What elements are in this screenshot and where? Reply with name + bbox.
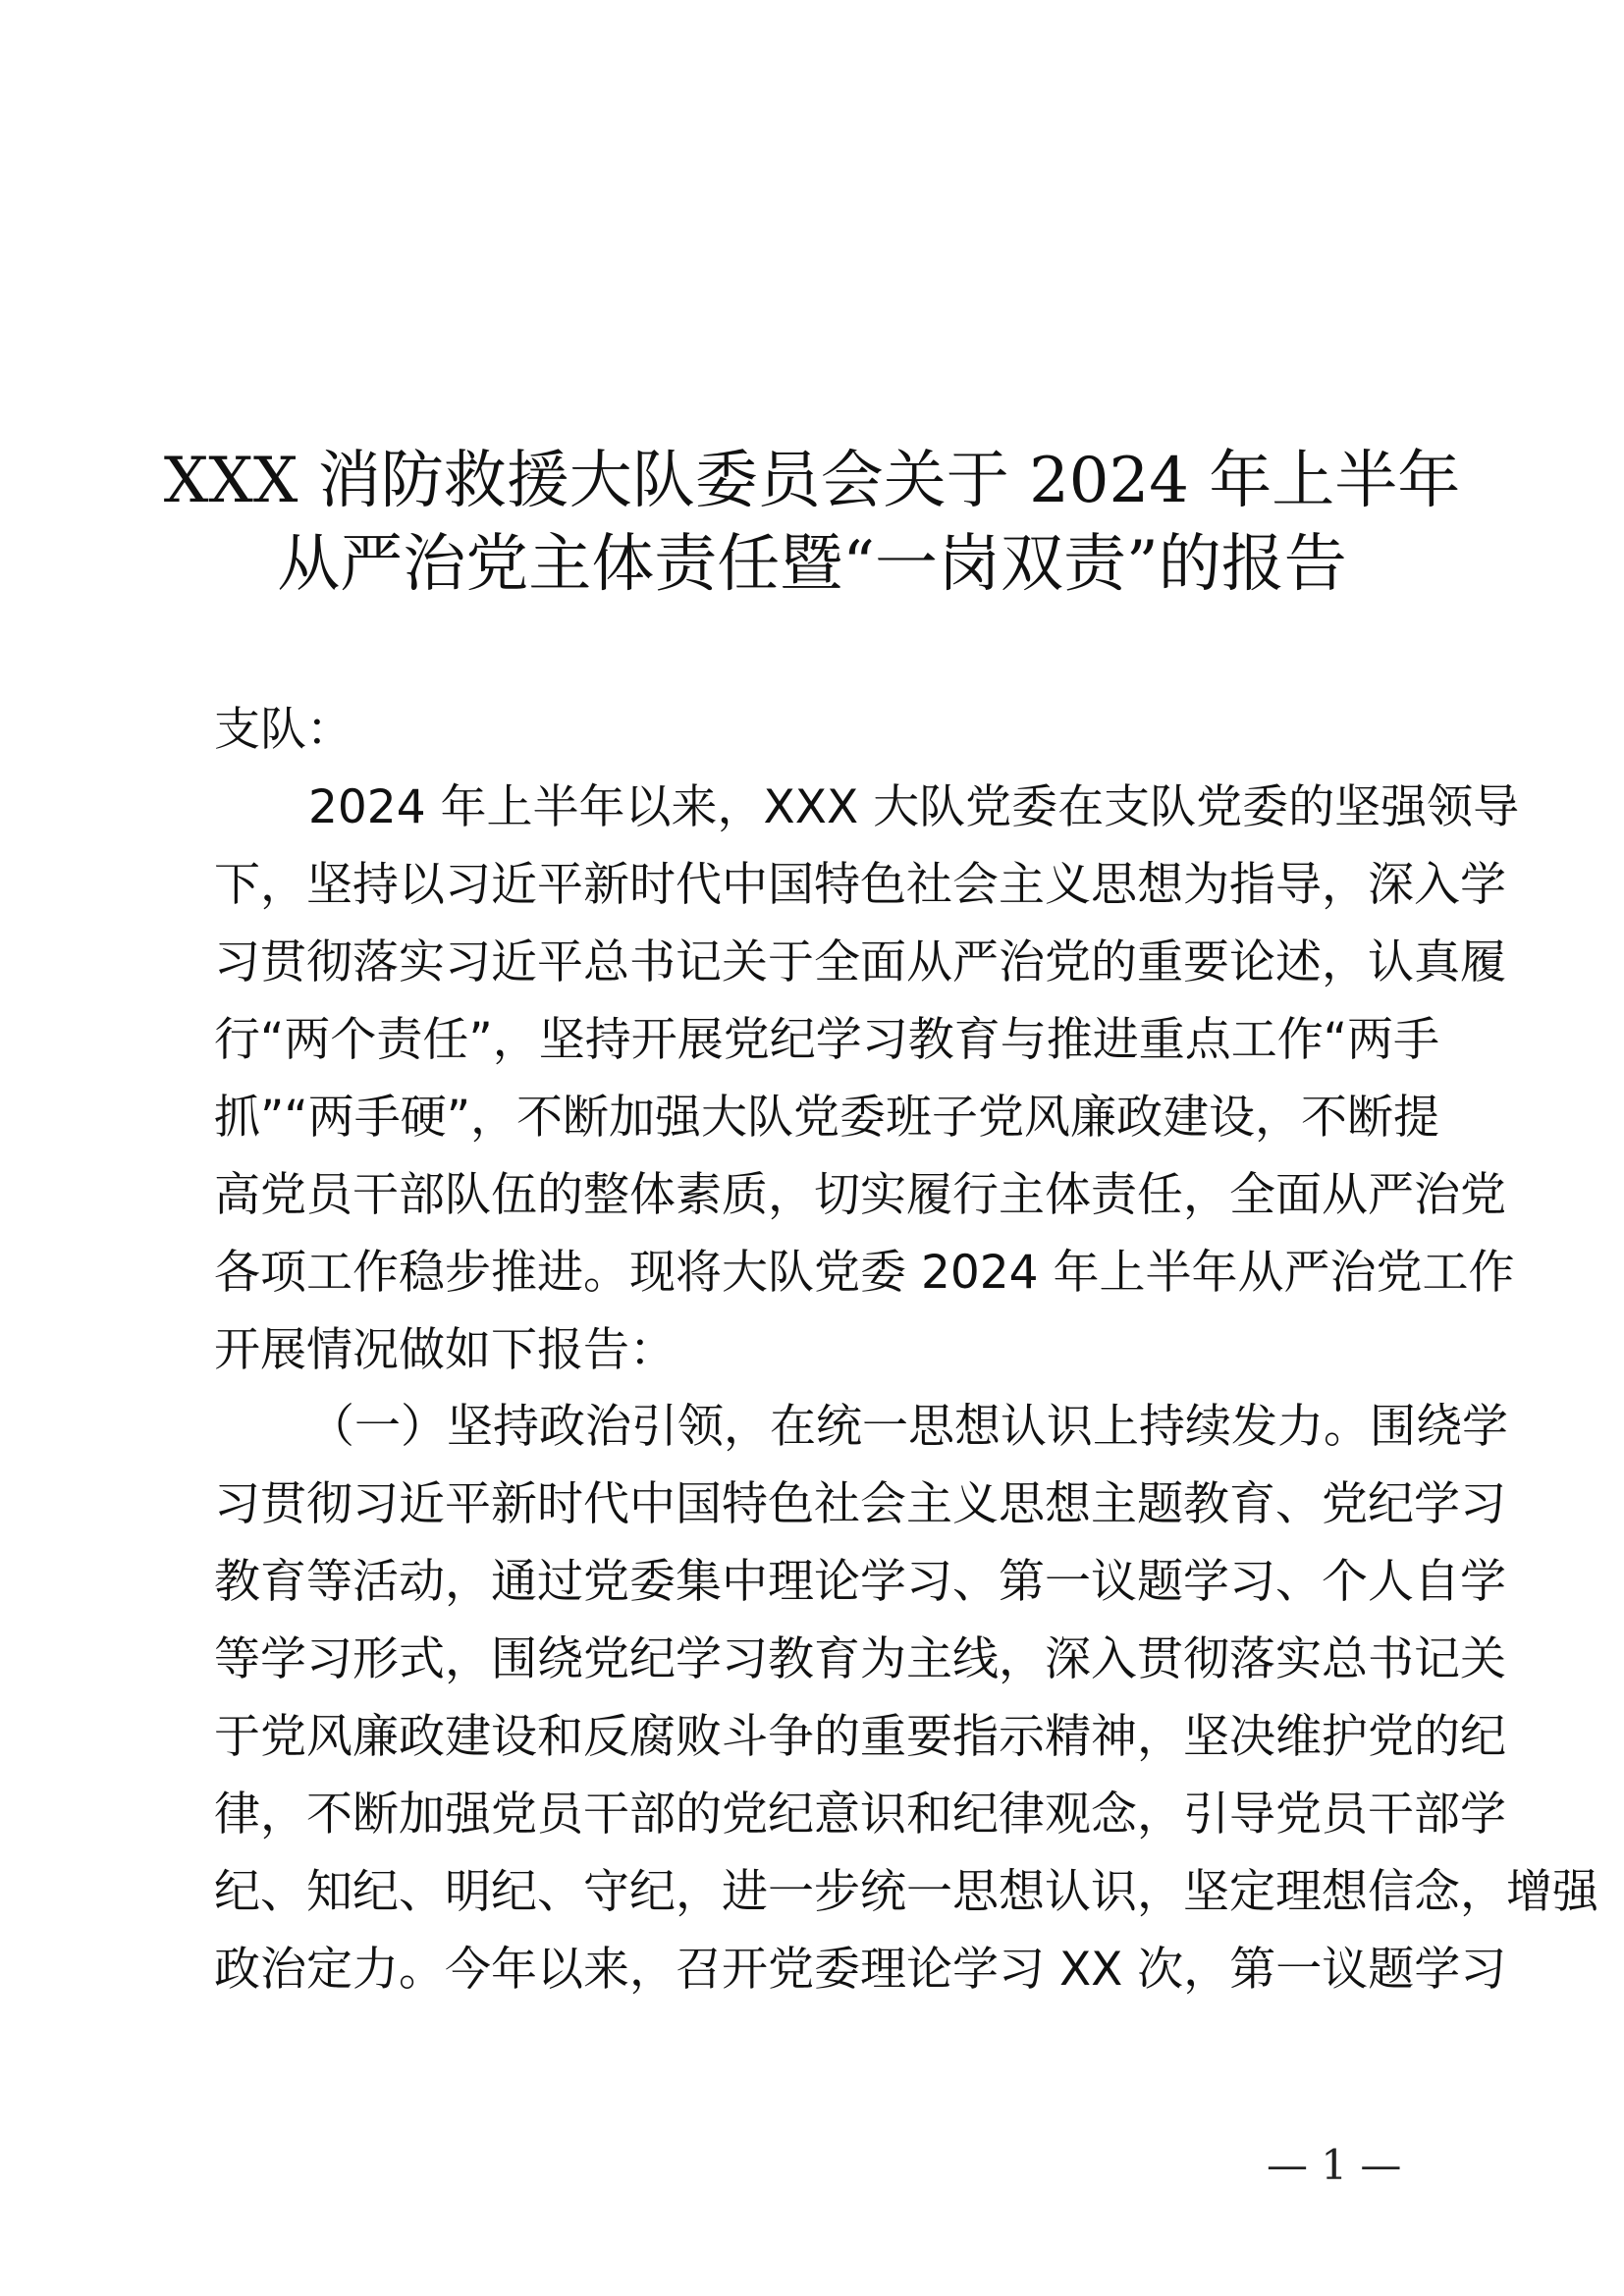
paragraph-line: 各项工作稳步推进。现将大队党委 2024 年上半年从严治党工作 — [214, 1246, 1515, 1300]
document-title-line-1: XXX 消防救援大队委员会关于 2024 年上半年 — [163, 445, 1461, 517]
paragraph-line: 开展情况做如下报告： — [214, 1323, 676, 1377]
paragraph-line: 习贯彻习近平新时代中国特色社会主义思想主题教育、党纪学习 — [214, 1477, 1506, 1531]
paragraph-section-1 — [214, 1388, 1598, 2008]
salutation: 支队： — [214, 703, 352, 757]
paragraph-line: 律，不断加强党员干部的党纪意识和纪律观念，引导党员干部学 — [214, 1788, 1506, 1842]
document-title-line-2: 从严治党主体责任暨“一岗双责”的报告 — [277, 528, 1347, 601]
paragraph-line: 政治定力。今年以来，召开党委理论学习 XX 次，第一议题学习 — [214, 1943, 1507, 1997]
paragraph-intro — [214, 769, 1520, 1389]
paragraph-line: 高党员干部队伍的整体素质，切实履行主体责任，全面从严治党 — [214, 1168, 1506, 1222]
paragraph-line: 教育等活动，通过党委集中理论学习、第一议题学习、个人自学 — [214, 1555, 1506, 1609]
paragraph-line: 习贯彻落实习近平总书记关于全面从严治党的重要论述，认真履 — [214, 935, 1506, 989]
paragraph-line: （一）坚持政治引领，在统一思想认识上持续发力。围绕学 — [308, 1400, 1508, 1454]
page-number: — 1 — — [1267, 2141, 1402, 2189]
paragraph-line: 于党风廉政建设和反腐败斗争的重要指示精神，坚决维护党的纪 — [214, 1710, 1506, 1764]
paragraph-line: 纪、知纪、明纪、守纪，进一步统一思想认识，坚定理想信念，增强 — [214, 1865, 1598, 1919]
paragraph-line: 抓”“两手硬”，不断加强大队党委班子党风廉政建设，不断提 — [214, 1091, 1440, 1145]
paragraph-line: 行“两个责任”，坚持开展党纪学习教育与推进重点工作“两手 — [214, 1013, 1440, 1067]
paragraph-line: 下，坚持以习近平新时代中国特色社会主义思想为指导，深入学 — [214, 858, 1506, 912]
paragraph-line: 2024 年上半年以来，XXX 大队党委在支队党委的坚强领导 — [308, 780, 1520, 834]
paragraph-line: 等学习形式，围绕党纪学习教育为主线，深入贯彻落实总书记关 — [214, 1632, 1506, 1686]
